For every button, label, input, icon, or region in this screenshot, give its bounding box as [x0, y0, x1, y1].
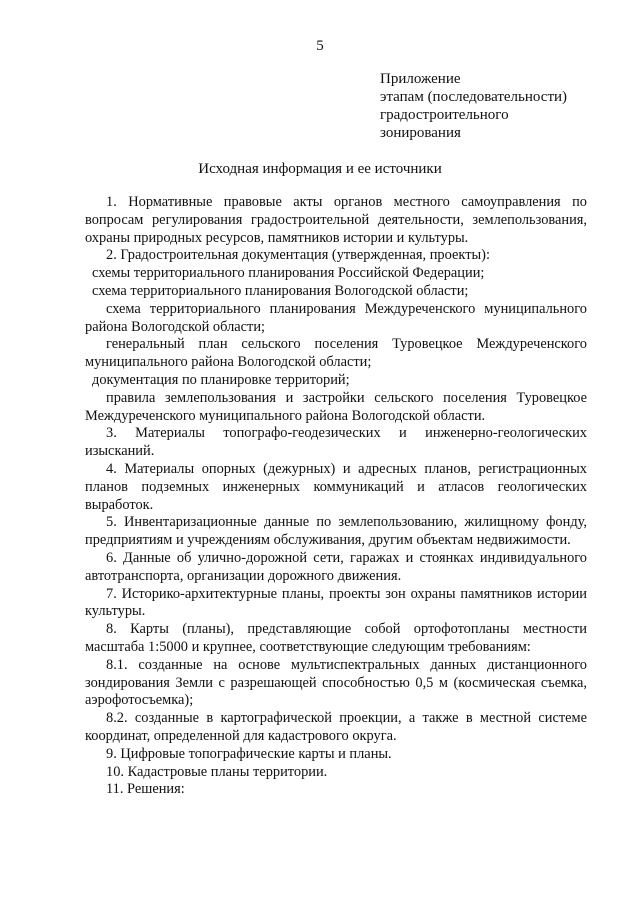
- paragraph-item-9: 9. Цифровые топографические карты и планы.: [106, 745, 392, 762]
- appendix-line: градостроительного: [380, 107, 509, 123]
- paragraph-list-entry: схема территориального планирования Междуреченского муниципального района Вологодской области;: [85, 300, 587, 335]
- paragraph-item-5: 5. Инвентаризационные данные по землепользованию, жилищному фонду, предприятиям и учреждениям обслуживания, другим объектам недвижимости.: [85, 514, 587, 549]
- paragraph-item-11: 11. Решения:: [106, 781, 185, 798]
- document-title: Исходная информация и ее источники: [198, 161, 442, 177]
- paragraph-list-entry: генеральный план сельского поселения Туровецкое Междуреченского муниципального района Вологодской области;: [85, 336, 587, 371]
- appendix-line: зонирования: [380, 125, 461, 141]
- paragraph-item-7: 7. Историко-архитектурные планы, проекты зон охраны памятников истории культуры.: [85, 585, 587, 620]
- document-body: [85, 194, 587, 799]
- paragraph-item-3: 3. Материалы топографо-геодезических и инженерно-геологических изысканий.: [85, 425, 587, 460]
- appendix-line: Приложение: [380, 71, 461, 87]
- paragraph-item-8: 8. Карты (планы), представляющие собой ортофотопланы местности масштаба 1:5000 и крупнее, соответствующие следующим требованиям:: [85, 621, 587, 655]
- paragraph-item-10: 10. Кадастровые планы территории.: [106, 763, 328, 780]
- paragraph-list-entry: схемы территориального планирования Российской Федерации;: [92, 265, 485, 282]
- paragraph-item-1: 1. Нормативные правовые акты органов местного самоуправления по вопросам регулирования градостроительной деятельности, землепользования, охраны природных ресурсов, памятников истории и культуры.: [85, 194, 587, 246]
- paragraph-item-2: 2. Градостроительная документация (утвержденная, проекты):: [106, 247, 490, 264]
- appendix-line: этапам (последовательности): [380, 89, 568, 105]
- paragraph-item-8-2: 8.2. созданные в картографической проекции, а также в местной системе координат, определенной для кадастрового округа.: [85, 710, 587, 744]
- paragraph-item-4: 4. Материалы опорных (дежурных) и адресных планов, регистрационных планов подземных инженерных коммуникаций и атласов геологических выработок.: [85, 460, 587, 513]
- paragraph-list-entry: документация по планировке территорий;: [92, 371, 350, 388]
- paragraph-item-8-1: 8.1. созданные на основе мультиспектральных данных дистанционного зондирования Земли с разрешающей способностью 0,5 м (космическая съемка, аэрофотосъемка);: [85, 656, 587, 709]
- paragraph-list-entry: схема территориального планирования Вологодской области;: [92, 282, 469, 299]
- appendix-header: [380, 70, 630, 142]
- page-number: 5: [316, 38, 324, 54]
- paragraph-item-6: 6. Данные об улично-дорожной сети, гаражах и стоянках индивидуального автотранспорта, организации дорожного движения.: [85, 549, 587, 584]
- paragraph-list-entry: правила землепользования и застройки сельского поселения Туровецкое Междуреченского муниципального района Вологодской области.: [85, 389, 587, 424]
